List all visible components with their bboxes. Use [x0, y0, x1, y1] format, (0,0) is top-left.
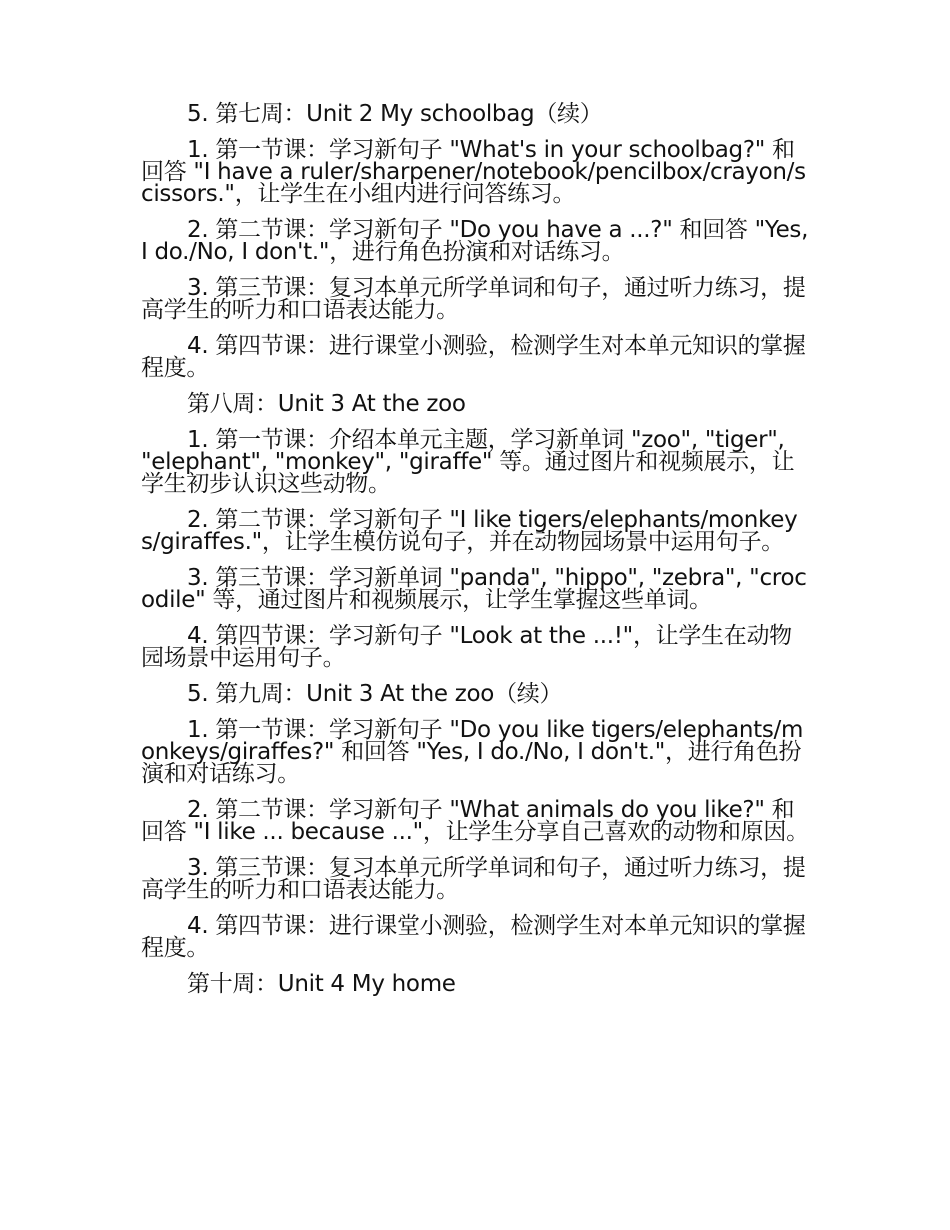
- week8-heading: 第八周：Unit 3 At the zoo: [187, 391, 466, 417]
- week9-lesson-2: 2. 第二节课：学习新句子 "What animals do you like?" 和回答 "I like ... because ..."，让学生分享自己喜欢的动物和原因。: [141, 797, 809, 845]
- week9-lesson-3: 3. 第三节课：复习本单元所学单词和句子，通过听力练习，提高学生的听力和口语表达能力。: [141, 855, 806, 903]
- week7-lesson-1: 1. 第一节课：学习新句子 "What's in your schoolbag?" 和回答 "I have a ruler/sharpener/notebook/pencilbox/crayon/scissors."，让学生在小组内进行问答练习。: [141, 137, 806, 207]
- week8-lesson-2: 2. 第二节课：学习新句子 "I like tigers/elephants/monkeys/giraffes."，让学生模仿说句子，并在动物园场景中运用句子。: [141, 507, 798, 555]
- week7-lesson-3: 3. 第三节课：复习本单元所学单词和句子，通过听力练习，提高学生的听力和口语表达能力。: [141, 275, 806, 323]
- week7-lesson-4: 4. 第四节课：进行课堂小测验，检测学生对本单元知识的掌握程度。: [141, 333, 806, 381]
- week8-lesson-1: 1. 第一节课：介绍本单元主题，学习新单词 "zoo", "tiger", "elephant", "monkey", "giraffe" 等。通过图片和视频展示，让学生初步认识这些动物。: [141, 427, 795, 497]
- week7-lesson-2: 2. 第二节课：学习新句子 "Do you have a ...?" 和回答 "Yes, I do./No, I don't."，进行角色扮演和对话练习。: [141, 217, 809, 265]
- week10-heading: 第十周：Unit 4 My home: [187, 971, 456, 997]
- week8-lesson-4: 4. 第四节课：学习新句子 "Look at the ...!"，让学生在动物园场景中运用句子。: [141, 623, 792, 671]
- week9-lesson-4: 4. 第四节课：进行课堂小测验，检测学生对本单元知识的掌握程度。: [141, 913, 806, 961]
- week9-heading: 5. 第九周：Unit 3 At the zoo（续）: [187, 681, 563, 707]
- week7-heading: 5. 第七周：Unit 2 My schoolbag（续）: [187, 101, 603, 127]
- week8-lesson-3: 3. 第三节课：学习新单词 "panda", "hippo", "zebra", "crocodile" 等，通过图片和视频展示，让学生掌握这些单词。: [141, 565, 807, 613]
- document-page: [141, 103, 813, 1009]
- week9-lesson-1: 1. 第一节课：学习新句子 "Do you like tigers/elephants/monkeys/giraffes?" 和回答 "Yes, I do./No, I don't."，进行角色扮演和对话练习。: [141, 717, 804, 787]
